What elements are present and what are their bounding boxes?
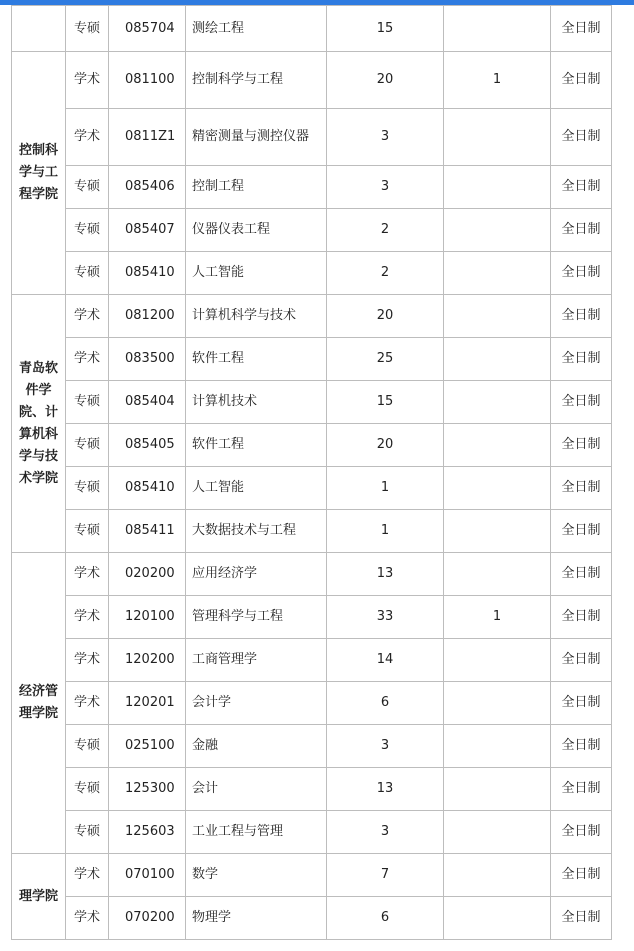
extra-cell [444,381,551,424]
mode-cell [551,252,612,295]
mode-cell [551,725,612,768]
type-text: 专硕 [73,781,100,796]
mode-text: 全日制 [561,265,601,280]
name-cell [186,295,327,338]
plan-cell [327,854,444,897]
type-text: 学术 [73,129,100,144]
plan-cell [327,6,444,52]
name-cell [186,854,327,897]
type-cell [66,596,109,639]
plan-text: 33 [376,609,394,624]
extra-cell [444,467,551,510]
type-cell [66,166,109,209]
plan-text: 2 [380,222,390,237]
mode-cell [551,52,612,109]
extra-cell [444,811,551,854]
mode-text: 全日制 [561,179,601,194]
code-text: 070100 [125,867,175,882]
plan-text: 20 [376,437,394,452]
mode-text: 全日制 [561,129,601,144]
code-cell [109,209,186,252]
type-text: 学术 [73,566,100,581]
code-cell [109,166,186,209]
table-row [12,639,612,682]
table-body [12,6,612,940]
code-text: 085406 [125,179,175,194]
mode-cell [551,682,612,725]
plan-text: 20 [376,72,394,87]
name-cell [186,725,327,768]
type-text: 学术 [73,308,100,323]
table-row [12,6,612,52]
mode-text: 全日制 [561,222,601,237]
code-cell [109,553,186,596]
table-row [12,381,612,424]
code-cell [109,109,186,166]
name-text: 工业工程与管理 [192,824,284,839]
extra-cell [444,596,551,639]
mode-text: 全日制 [561,308,601,323]
plan-text: 20 [376,308,394,323]
extra-cell [444,252,551,295]
plan-cell [327,166,444,209]
mode-cell [551,596,612,639]
type-cell [66,510,109,553]
name-cell [186,467,327,510]
plan-cell [327,639,444,682]
table-row [12,166,612,209]
mode-text: 全日制 [561,72,601,87]
name-cell [186,811,327,854]
name-text: 计算机技术 [192,394,258,409]
type-text: 学术 [73,72,100,87]
extra-cell [444,510,551,553]
name-cell [186,639,327,682]
plan-text: 1 [380,523,390,538]
type-text: 专硕 [73,824,100,839]
code-text: 120100 [125,609,175,624]
name-text: 仪器仪表工程 [192,222,271,237]
plan-text: 3 [380,129,390,144]
plan-text: 15 [376,394,394,409]
plan-text: 14 [376,652,394,667]
name-text: 软件工程 [192,437,245,452]
plan-text: 3 [380,179,390,194]
name-text: 软件工程 [192,351,245,366]
name-cell [186,6,327,52]
plan-cell [327,811,444,854]
code-text: 020200 [125,566,175,581]
mode-text: 全日制 [561,480,601,495]
code-cell [109,510,186,553]
name-text: 管理科学与工程 [192,609,284,624]
name-text: 测绘工程 [192,20,245,36]
code-text: 085410 [125,265,175,280]
type-text: 专硕 [73,523,100,538]
type-text: 专硕 [73,222,100,237]
table-row [12,338,612,381]
mode-text: 全日制 [561,523,601,538]
code-text: 125603 [125,824,175,839]
mode-cell [551,510,612,553]
table-row [12,510,612,553]
extra-cell [444,52,551,109]
mode-text: 全日制 [561,652,601,667]
mode-text: 全日制 [561,824,601,839]
table-row [12,295,612,338]
table-row [12,52,612,109]
type-text: 专硕 [73,394,100,409]
code-text: 085405 [125,437,175,452]
type-cell [66,252,109,295]
table-row [12,252,612,295]
name-text: 工商管理学 [192,652,258,667]
mode-cell [551,295,612,338]
code-text: 070200 [125,910,175,925]
extra-cell [444,166,551,209]
plan-cell [327,252,444,295]
type-cell [66,295,109,338]
plan-cell [327,682,444,725]
code-text: 120201 [125,695,175,710]
mode-cell [551,338,612,381]
code-text: 085411 [125,523,175,538]
enrollment-table [11,5,612,940]
plan-text: 1 [380,480,390,495]
table-row [12,854,612,897]
code-text: 085404 [125,394,175,409]
code-text: 081100 [125,72,175,87]
plan-cell [327,897,444,940]
mode-text: 全日制 [561,566,601,581]
code-cell [109,424,186,467]
name-text: 会计学 [192,695,232,710]
college-name: 青岛软件学院、计算机科学与技术学院 [18,360,58,486]
code-cell [109,811,186,854]
name-cell [186,553,327,596]
name-text: 计算机科学与技术 [192,308,297,323]
name-text: 人工智能 [192,480,245,495]
extra-cell [444,854,551,897]
college-cell [12,295,66,553]
code-cell [109,338,186,381]
college-name: 经济管理学院 [18,684,58,721]
plan-cell [327,209,444,252]
name-cell [186,209,327,252]
plan-cell [327,596,444,639]
table-row [12,725,612,768]
mode-cell [551,811,612,854]
name-text: 会计 [192,781,219,796]
type-text: 专硕 [73,480,100,495]
code-cell [109,639,186,682]
table-row [12,553,612,596]
type-text: 专硕 [73,20,100,36]
type-text: 专硕 [73,179,100,194]
table-row [12,467,612,510]
mode-cell [551,381,612,424]
plan-text: 6 [380,910,390,925]
code-cell [109,381,186,424]
code-cell [109,596,186,639]
college-name: 理学院 [18,888,58,904]
extra-cell [444,338,551,381]
type-cell [66,424,109,467]
mode-cell [551,467,612,510]
extra-cell [444,553,551,596]
plan-text: 7 [380,867,390,882]
name-text: 金融 [192,738,219,753]
mode-cell [551,424,612,467]
plan-cell [327,109,444,166]
extra-cell [444,424,551,467]
mode-cell [551,6,612,52]
plan-cell [327,510,444,553]
mode-cell [551,209,612,252]
plan-text: 13 [376,781,394,796]
table-row [12,768,612,811]
type-cell [66,725,109,768]
type-cell [66,209,109,252]
mode-text: 全日制 [561,394,601,409]
mode-cell [551,553,612,596]
name-cell [186,166,327,209]
code-text: 125300 [125,781,175,796]
name-cell [186,768,327,811]
mode-cell [551,639,612,682]
type-cell [66,109,109,166]
mode-text: 全日制 [561,20,601,36]
mode-text: 全日制 [561,695,601,710]
table-row [12,109,612,166]
name-cell [186,424,327,467]
type-text: 学术 [73,351,100,366]
plan-text: 3 [380,738,390,753]
mode-cell [551,109,612,166]
code-text: 025100 [125,738,175,753]
type-cell [66,467,109,510]
plan-cell [327,52,444,109]
type-cell [66,768,109,811]
extra-cell [444,725,551,768]
type-text: 学术 [73,910,100,925]
code-text: 0811Z1 [125,129,176,144]
plan-cell [327,725,444,768]
type-cell [66,6,109,52]
code-cell [109,768,186,811]
type-text: 专硕 [73,265,100,280]
mode-text: 全日制 [561,781,601,796]
college-cell [12,52,66,295]
plan-text: 13 [376,566,394,581]
type-text: 学术 [73,867,100,882]
name-text: 控制工程 [192,179,245,194]
extra-text: 1 [492,609,502,624]
extra-cell [444,295,551,338]
plan-text: 6 [380,695,390,710]
name-text: 大数据技术与工程 [192,523,297,538]
type-text: 专硕 [73,437,100,452]
plan-text: 2 [380,265,390,280]
mode-text: 全日制 [561,437,601,452]
plan-cell [327,553,444,596]
code-cell [109,252,186,295]
name-cell [186,897,327,940]
extra-cell [444,109,551,166]
type-cell [66,897,109,940]
table-row [12,682,612,725]
type-text: 学术 [73,695,100,710]
mode-cell [551,897,612,940]
name-cell [186,252,327,295]
type-cell [66,52,109,109]
type-text: 专硕 [73,738,100,753]
plan-text: 3 [380,824,390,839]
code-text: 085704 [125,20,175,36]
name-text: 控制科学与工程 [192,72,284,87]
type-text: 学术 [73,652,100,667]
table-row [12,811,612,854]
code-cell [109,725,186,768]
name-cell [186,109,327,166]
extra-cell [444,209,551,252]
code-cell [109,6,186,52]
plan-cell [327,338,444,381]
plan-cell [327,768,444,811]
code-cell [109,897,186,940]
plan-cell [327,467,444,510]
mode-text: 全日制 [561,867,601,882]
code-text: 085410 [125,480,175,495]
code-cell [109,682,186,725]
college-cell [12,553,66,854]
code-text: 081200 [125,308,175,323]
name-cell [186,381,327,424]
type-cell [66,639,109,682]
mode-text: 全日制 [561,609,601,624]
type-cell [66,811,109,854]
college-cell [12,854,66,940]
type-cell [66,854,109,897]
type-cell [66,682,109,725]
mode-text: 全日制 [561,738,601,753]
name-text: 数学 [192,867,219,882]
name-text: 人工智能 [192,265,245,280]
name-cell [186,510,327,553]
extra-cell [444,768,551,811]
type-cell [66,553,109,596]
name-cell [186,52,327,109]
extra-cell [444,639,551,682]
mode-cell [551,768,612,811]
code-cell [109,854,186,897]
name-cell [186,338,327,381]
name-text: 精密测量与测控仪器 [192,129,310,144]
plan-cell [327,424,444,467]
code-cell [109,295,186,338]
name-text: 物理学 [192,910,232,925]
type-cell [66,381,109,424]
mode-text: 全日制 [561,351,601,366]
college-name: 控制科学与工程学院 [18,143,58,202]
name-cell [186,682,327,725]
code-text: 085407 [125,222,175,237]
plan-text: 25 [376,351,394,366]
name-cell [186,596,327,639]
code-cell [109,467,186,510]
mode-cell [551,166,612,209]
plan-cell [327,381,444,424]
plan-text: 15 [376,20,394,36]
extra-cell [444,6,551,52]
table-row [12,596,612,639]
table-row [12,424,612,467]
extra-cell [444,897,551,940]
code-cell [109,52,186,109]
name-text: 应用经济学 [192,566,258,581]
code-text: 120200 [125,652,175,667]
plan-cell [327,295,444,338]
table-row [12,897,612,940]
extra-text: 1 [492,72,502,87]
code-text: 083500 [125,351,175,366]
extra-cell [444,682,551,725]
mode-cell [551,854,612,897]
college-cell [12,6,66,52]
table-row [12,209,612,252]
mode-text: 全日制 [561,910,601,925]
type-text: 学术 [73,609,100,624]
type-cell [66,338,109,381]
